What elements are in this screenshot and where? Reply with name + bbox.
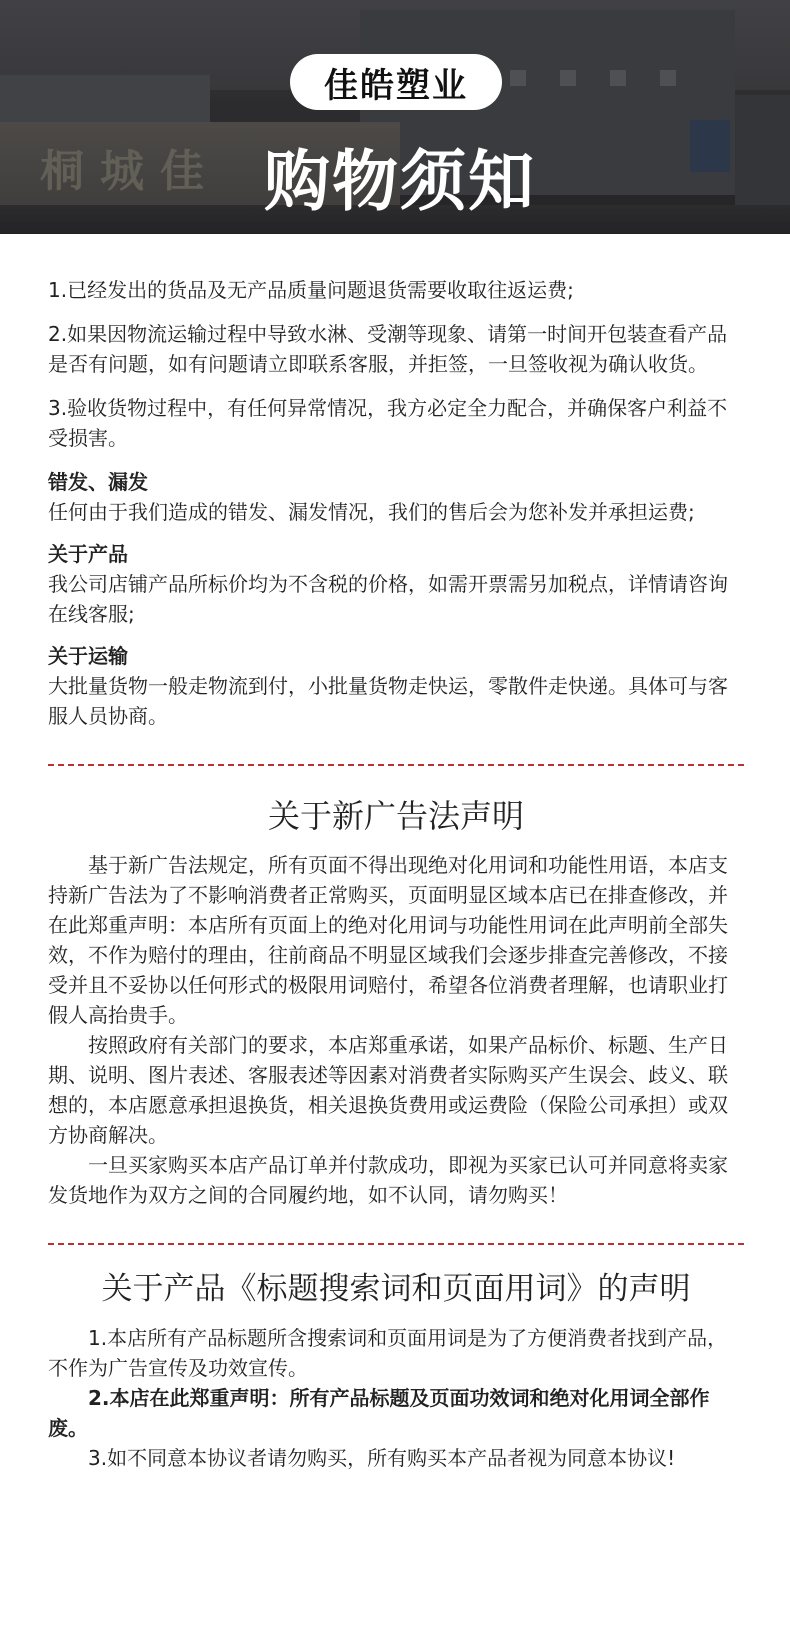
hero-gate-text: 桐城佳 <box>40 146 220 197</box>
section-body: 我公司店铺产品所标价均为不含税的价格，如需开票需另加税点，详情请咨询在线客服; <box>48 572 728 626</box>
title-terms-title: 关于产品《标题搜索词和页面用词》的声明 <box>101 1271 691 1307</box>
ad-law-paragraph: 基于新广告法规定，所有页面不得出现绝对化用词和功能性用语，本店支持新广告法为了不影响消费者正常购买，页面明显区域本店已在排查修改，并在此郑重声明：本店所有页面上的绝对化用词与功能性用词在此声明前全部失效，不作为赔付的理由，往前商品不明显区域我们会逐步排查完善修改，不接受并且不妥协以任何形式的极限用词赔付，希望各位消费者理解，也请职业打假人高抬贵手。 <box>48 853 728 1027</box>
notice-item: 1.已经发出的货品及无产品质量问题退货需要收取往返运费; <box>48 278 574 302</box>
page-title: 购物须知 <box>264 143 536 220</box>
ad-law-paragraph: 一旦买家购买本店产品订单并付款成功，即视为买家已认可并同意将卖家发货地作为双方之间的合同履约地，如不认同，请勿购买！ <box>48 1153 728 1207</box>
content <box>0 234 790 1473</box>
section-misdelivery <box>48 467 744 527</box>
notice-item: 2.如果因物流运输过程中导致水淋、受潮等现象、请第一时间开包装查看产品是否有问题，如有问题请立即联系客服，并拒签，一旦签收视为确认收货。 <box>48 322 728 376</box>
dashed-divider <box>48 764 744 766</box>
section-heading: 关于产品 <box>48 542 128 566</box>
section-body: 大批量货物一般走物流到付，小批量货物走快运，零散件走快递。具体可与客服人员协商。 <box>48 674 728 728</box>
section-heading: 错发、漏发 <box>48 470 148 494</box>
ad-law-paragraph: 按照政府有关部门的要求，本店郑重承诺，如果产品标价、标题、生产日期、说明、图片表述、客服表述等因素对消费者实际购买产生误会、歧义、联想的，本店愿意承担退换货，相关退换货费用或运费险（保险公司承担）或双方协商解决。 <box>48 1033 728 1147</box>
notice-list <box>48 234 744 453</box>
section-body: 任何由于我们造成的错发、漏发情况，我们的售后会为您补发并承担运费; <box>48 500 695 524</box>
dashed-divider <box>48 1243 744 1245</box>
notice-item: 3.验收货物过程中，有任何异常情况，我方必定全力配合，并确保客户利益不受损害。 <box>48 396 728 450</box>
section-heading: 关于运输 <box>48 644 128 668</box>
title-terms-paragraph: 3.如不同意本协议者请勿购买，所有购买本产品者视为同意本协议! <box>88 1446 676 1470</box>
ad-law-title: 关于新广告法声明 <box>267 797 524 835</box>
brand-pill: 佳皓塑业 <box>290 54 502 110</box>
section-product <box>48 539 744 629</box>
hero-banner <box>0 0 790 234</box>
title-terms-paragraph-bold: 2.本店在此郑重声明：所有产品标题及页面功效词和绝对化用词全部作废。 <box>48 1386 710 1440</box>
section-shipping <box>48 641 744 731</box>
title-terms-paragraph: 1.本店所有产品标题所含搜索词和页面用词是为了方便消费者找到产品，不作为广告宣传及功效宣传。 <box>48 1326 728 1380</box>
